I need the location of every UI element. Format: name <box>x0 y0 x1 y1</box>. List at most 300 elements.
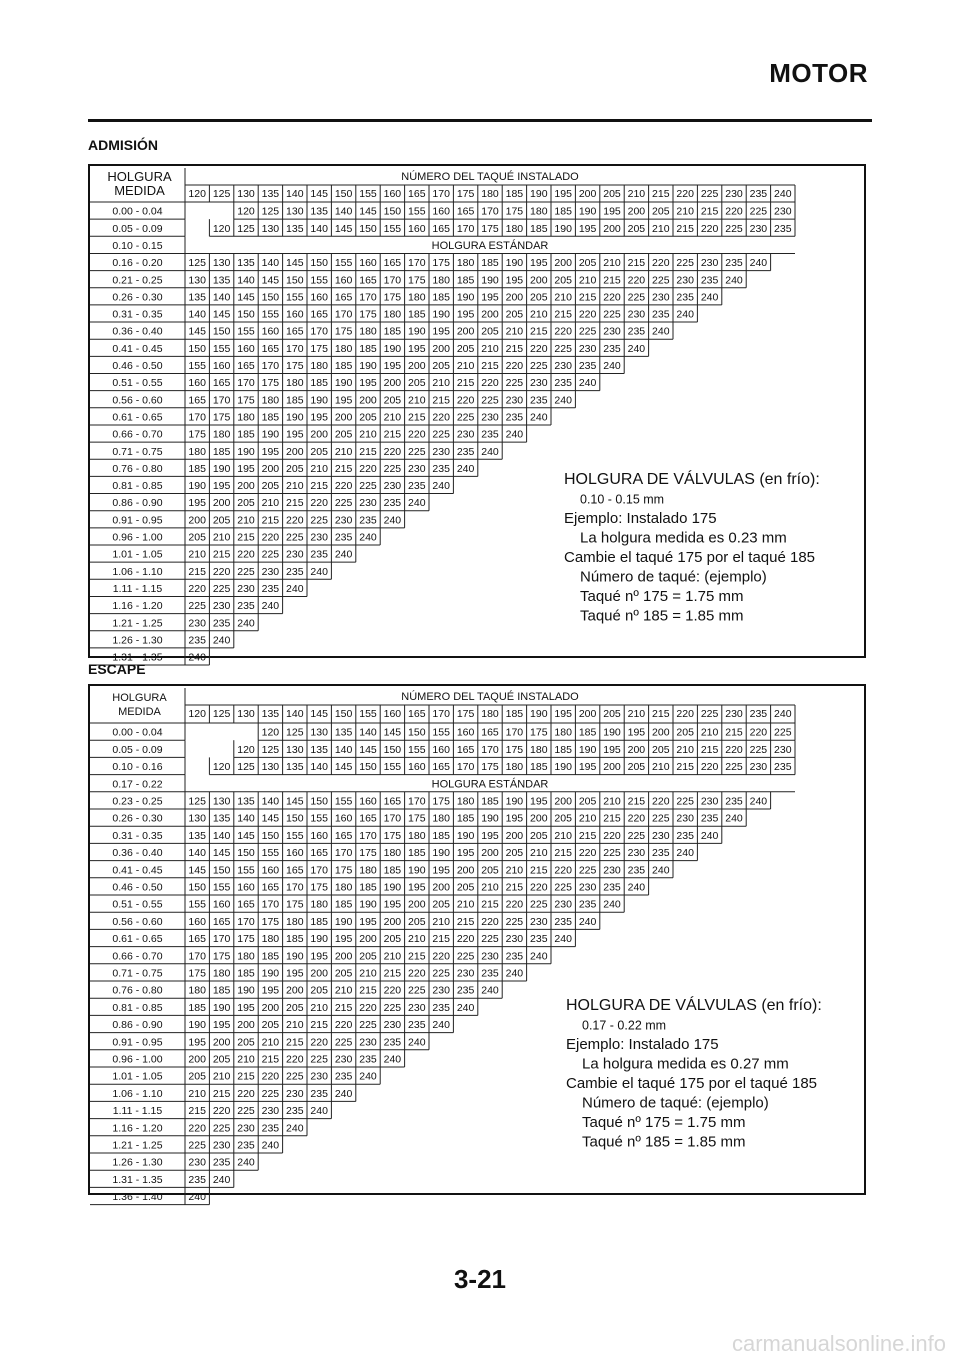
shim-cell: 235 <box>627 864 646 877</box>
shim-cell: 235 <box>554 915 572 928</box>
shim-cell: 195 <box>530 795 548 808</box>
shim-cell: 200 <box>237 1019 255 1032</box>
shim-cell: 225 <box>237 565 255 578</box>
shim-cell: 240 <box>481 984 499 997</box>
shim-cell: 155 <box>334 257 353 270</box>
shim-cell: 240 <box>334 548 353 561</box>
shim-cell: 185 <box>383 864 402 877</box>
shim-cell: 230 <box>408 462 426 475</box>
shim-cell: 180 <box>456 795 475 808</box>
shim-cell: 185 <box>286 394 304 407</box>
shim-cell: 210 <box>212 531 231 544</box>
shim-cell: 180 <box>237 411 255 424</box>
shim-cell: 190 <box>383 342 402 355</box>
shim-cell: 240 <box>530 950 548 963</box>
shim-cell: 165 <box>432 761 450 774</box>
shim-cell: 220 <box>725 743 743 756</box>
shim-cell: 230 <box>408 1001 426 1014</box>
clearance-range: 1.26 - 1.30 <box>112 1156 163 1169</box>
clearance-range: 0.86 - 0.90 <box>112 497 163 510</box>
shim-cell: 220 <box>700 222 719 235</box>
shim-cell: 170 <box>383 812 402 825</box>
note-measured-clearance: La holgura medida es 0.23 mm <box>580 529 787 547</box>
shim-cell: 235 <box>505 950 524 963</box>
shim-cell: 225 <box>310 514 328 527</box>
shim-cell: 200 <box>212 1036 231 1049</box>
shim-cell: 225 <box>676 257 694 270</box>
shim-cell: 125 <box>237 761 255 774</box>
shim-cell: 205 <box>408 915 426 928</box>
shim-cell: 150 <box>359 222 377 235</box>
shim-cell: 160 <box>334 274 353 287</box>
shim-cell: 160 <box>432 205 450 218</box>
shim-cell: 175 <box>359 847 377 860</box>
shim-cell: 215 <box>456 377 475 390</box>
shim-cell: 190 <box>359 360 377 372</box>
shim-cell: 240 <box>603 360 621 372</box>
shim-cell: 155 <box>286 291 304 304</box>
shim-cell: 185 <box>237 428 255 441</box>
shim-cell: 195 <box>212 480 231 493</box>
shim-cell: 195 <box>310 411 328 424</box>
shim-cell: 235 <box>286 1105 304 1118</box>
shim-cell: 205 <box>408 377 426 390</box>
shim-cell: 125 <box>261 743 280 756</box>
note-shim-b: Taqué nº 185 = 1.85 mm <box>582 1133 746 1151</box>
shim-cell: 180 <box>408 829 426 842</box>
shim-cell: 185 <box>530 761 548 774</box>
shim-cell: 125 <box>237 222 255 235</box>
clearance-range: 0.81 - 0.85 <box>112 1001 163 1014</box>
shim-cell: 175 <box>237 933 255 946</box>
shim-cell: 220 <box>652 257 670 270</box>
header-shim-number: 165 <box>408 188 426 200</box>
header-shim-number: 155 <box>359 188 377 200</box>
shim-cell: 195 <box>188 1036 206 1049</box>
shim-cell: 205 <box>530 291 548 304</box>
shim-cell: 165 <box>359 274 377 287</box>
shim-cell: 175 <box>261 377 280 390</box>
shim-cell: 165 <box>188 394 206 407</box>
shim-cell: 190 <box>408 325 426 338</box>
shim-cell: 235 <box>676 291 694 304</box>
shim-cell: 200 <box>212 497 231 510</box>
shim-cell: 240 <box>456 1001 475 1014</box>
shim-cell: 210 <box>505 325 524 338</box>
shim-cell: 215 <box>603 274 621 287</box>
header-shim-number: 225 <box>700 188 719 200</box>
shim-cell: 195 <box>286 967 304 980</box>
shim-cell: 215 <box>554 847 572 860</box>
shim-cell: 185 <box>578 726 597 739</box>
shim-cell: 190 <box>456 291 475 304</box>
shim-cell: 235 <box>578 898 597 911</box>
shim-cell: 160 <box>310 829 328 842</box>
shim-cell: 150 <box>212 864 231 877</box>
shim-cell: 140 <box>310 222 328 235</box>
shim-cell: 205 <box>286 1001 304 1014</box>
shim-cell: 195 <box>603 743 621 756</box>
shim-cell: 200 <box>627 743 646 756</box>
shim-cell: 230 <box>212 600 231 613</box>
shim-cell: 230 <box>432 445 450 458</box>
shim-cell: 200 <box>188 1053 206 1066</box>
shim-cell: 225 <box>603 847 621 860</box>
shim-cell: 200 <box>652 726 670 739</box>
shim-cell: 200 <box>334 411 353 424</box>
shim-cell: 225 <box>627 291 646 304</box>
shim-cell: 205 <box>578 795 597 808</box>
shim-cell: 180 <box>212 428 231 441</box>
header-shim-number: 230 <box>725 708 743 720</box>
shim-cell: 170 <box>310 864 328 877</box>
shim-cell: 235 <box>505 411 524 424</box>
shim-cell: 215 <box>505 881 524 894</box>
shim-cell: 195 <box>359 915 377 928</box>
shim-cell: 200 <box>456 325 475 338</box>
shim-cell: 210 <box>505 864 524 877</box>
shim-cell: 215 <box>505 342 524 355</box>
shim-cell: 200 <box>188 514 206 527</box>
clearance-range: 0.56 - 0.60 <box>112 394 163 407</box>
shim-cell: 215 <box>554 308 572 321</box>
shim-cell: 225 <box>310 1053 328 1066</box>
shim-cell: 185 <box>481 257 499 270</box>
shim-cell: 195 <box>188 497 206 510</box>
shim-cell: 220 <box>286 1053 304 1066</box>
shim-cell: 225 <box>725 222 743 235</box>
shim-cell: 205 <box>188 1070 206 1083</box>
header-shim-number: 140 <box>286 188 304 200</box>
shim-cell: 155 <box>383 761 402 774</box>
shim-cell: 170 <box>359 291 377 304</box>
clearance-range: 1.11 - 1.15 <box>112 582 163 595</box>
shim-cell: 215 <box>725 726 743 739</box>
shim-cell: 170 <box>456 222 475 235</box>
shim-cell: 200 <box>432 881 450 894</box>
site-watermark: carmanualsonline.info <box>731 1331 946 1356</box>
shim-cell: 240 <box>212 634 231 647</box>
shim-cell: 190 <box>334 377 353 390</box>
shim-cell: 225 <box>505 377 524 390</box>
shim-cell: 175 <box>334 325 353 338</box>
shim-cell: 145 <box>188 325 206 338</box>
clearance-range: 0.31 - 0.35 <box>112 829 163 842</box>
shim-cell: 230 <box>603 325 621 338</box>
clearance-range: 1.16 - 1.20 <box>112 600 163 613</box>
shim-cell: 210 <box>188 548 206 561</box>
shim-cell: 200 <box>408 360 426 372</box>
shim-cell: 240 <box>700 291 719 304</box>
header-shim-number: 210 <box>627 708 646 720</box>
shim-cell: 230 <box>261 1105 280 1118</box>
shim-cell: 180 <box>383 847 402 860</box>
shim-cell: 230 <box>456 967 475 980</box>
shim-cell: 175 <box>505 743 524 756</box>
shim-cell: 215 <box>530 325 548 338</box>
shim-cell: 215 <box>286 1036 304 1049</box>
header-shim-number: 175 <box>456 188 475 200</box>
shim-cell: 235 <box>578 360 597 372</box>
shim-cell: 220 <box>432 950 450 963</box>
shim-cell: 235 <box>383 1036 402 1049</box>
note-standard-clearance: 0.10 - 0.15 mm <box>580 492 665 507</box>
shim-cell: 195 <box>505 274 524 287</box>
shim-cell: 200 <box>334 950 353 963</box>
shim-cell: 220 <box>212 1105 231 1118</box>
shim-cell: 200 <box>432 342 450 355</box>
shim-cell: 140 <box>310 761 328 774</box>
shim-cell: 240 <box>652 325 670 338</box>
clearance-range: 0.61 - 0.65 <box>112 411 163 424</box>
shim-cell: 225 <box>188 1139 206 1152</box>
shim-cell: 230 <box>261 565 280 578</box>
shim-cell: 170 <box>310 325 328 338</box>
header-shim-number: 145 <box>310 188 328 200</box>
shim-cell: 160 <box>237 342 255 355</box>
shim-cell: 205 <box>627 222 646 235</box>
shim-cell: 230 <box>627 847 646 860</box>
shim-cell: 200 <box>261 462 280 475</box>
shim-cell: 230 <box>383 480 402 493</box>
shim-cell: 130 <box>261 222 280 235</box>
shim-cell: 210 <box>554 829 572 842</box>
shim-cell: 230 <box>188 1156 206 1169</box>
shim-cell: 230 <box>481 950 499 963</box>
shim-cell: 235 <box>334 1070 353 1083</box>
shim-cell: 215 <box>627 257 646 270</box>
shim-cell: 215 <box>481 360 499 372</box>
shim-cell: 150 <box>237 308 255 321</box>
shim-cell: 200 <box>481 308 499 321</box>
shim-cell: 185 <box>359 342 377 355</box>
shim-cell: 140 <box>359 726 377 739</box>
shim-cell: 145 <box>188 864 206 877</box>
shim-cell: 135 <box>310 743 328 756</box>
shim-cell: 135 <box>237 795 255 808</box>
shim-cell: 230 <box>188 617 206 630</box>
shim-cell: 185 <box>261 950 280 963</box>
header-shim-number: 220 <box>676 708 694 720</box>
header-shim-number: 205 <box>603 708 621 720</box>
shim-cell: 225 <box>749 205 768 218</box>
shim-cell: 220 <box>481 377 499 390</box>
shim-cell: 200 <box>627 205 646 218</box>
shim-cell: 190 <box>261 428 280 441</box>
shim-cell: 215 <box>676 222 694 235</box>
shim-cell: 190 <box>505 795 524 808</box>
shim-cell: 145 <box>261 812 280 825</box>
shim-cell: 195 <box>237 1001 255 1014</box>
shim-cell: 220 <box>554 864 572 877</box>
shim-cell: 125 <box>188 795 206 808</box>
shim-cell: 235 <box>310 548 328 561</box>
shim-cell: 215 <box>334 462 353 475</box>
shim-cell: 220 <box>359 1001 377 1014</box>
shim-cell: 240 <box>530 411 548 424</box>
clearance-range: 0.21 - 0.25 <box>112 274 163 287</box>
shim-cell: 165 <box>212 377 231 390</box>
shim-table-grid <box>90 686 864 1204</box>
header-shim-number: 235 <box>749 708 768 720</box>
shim-cell: 170 <box>481 743 499 756</box>
shim-cell: 185 <box>554 743 572 756</box>
shim-cell: 235 <box>530 394 548 407</box>
shim-cell: 220 <box>505 898 524 911</box>
shim-cell: 160 <box>359 257 377 270</box>
shim-cell: 180 <box>432 274 450 287</box>
shim-cell: 175 <box>432 257 450 270</box>
shim-cell: 220 <box>310 497 328 510</box>
shim-cell: 230 <box>310 1070 328 1083</box>
shim-cell: 205 <box>212 1053 231 1066</box>
shim-cell: 215 <box>676 761 694 774</box>
shim-cell: 235 <box>456 445 475 458</box>
shim-cell: 145 <box>286 257 304 270</box>
shim-cell: 175 <box>530 726 548 739</box>
shim-cell: 135 <box>334 726 353 739</box>
shim-cell: 165 <box>481 726 499 739</box>
shim-cell: 225 <box>774 726 792 739</box>
shim-cell: 210 <box>676 205 694 218</box>
clearance-range: 0.86 - 0.90 <box>112 1019 163 1032</box>
shim-cell: 190 <box>481 274 499 287</box>
note-measured-clearance: La holgura medida es 0.27 mm <box>582 1055 789 1073</box>
note-heading: HOLGURA DE VÁLVULAS (en frío): <box>564 471 820 488</box>
shim-cell: 140 <box>237 274 255 287</box>
shim-cell: 200 <box>554 257 572 270</box>
shim-cell: 160 <box>212 360 231 372</box>
shim-cell: 240 <box>456 462 475 475</box>
shim-cell: 210 <box>408 933 426 946</box>
shim-cell: 165 <box>188 933 206 946</box>
shim-cell: 155 <box>237 325 255 338</box>
shim-cell: 185 <box>310 915 328 928</box>
shim-cell: 235 <box>603 881 621 894</box>
shim-cell: 220 <box>725 205 743 218</box>
shim-cell: 220 <box>530 342 548 355</box>
shim-cell: 180 <box>359 325 377 338</box>
clearance-range: 0.61 - 0.65 <box>112 933 163 946</box>
note-shim-b: Taqué nº 185 = 1.85 mm <box>580 607 744 625</box>
clearance-range: 0.41 - 0.45 <box>112 342 163 355</box>
shim-cell: 225 <box>408 445 426 458</box>
shim-cell: 215 <box>359 984 377 997</box>
shim-cell: 210 <box>383 411 402 424</box>
shim-cell: 215 <box>237 531 255 544</box>
shim-cell: 215 <box>286 497 304 510</box>
shim-cell: 215 <box>700 743 719 756</box>
shim-cell: 180 <box>310 360 328 372</box>
shim-cell: 225 <box>359 1019 377 1032</box>
shim-cell: 205 <box>359 950 377 963</box>
shim-cell: 240 <box>212 1173 231 1186</box>
shim-cell: 205 <box>505 308 524 321</box>
shim-cell: 140 <box>188 308 206 321</box>
shim-cell: 165 <box>432 222 450 235</box>
shim-cell: 200 <box>286 984 304 997</box>
shim-cell: 185 <box>530 222 548 235</box>
shim-cell: 235 <box>481 967 499 980</box>
shim-cell: 190 <box>237 984 255 997</box>
note-replace-shim: Cambie el taqué 175 por el taqué 185 <box>566 1075 818 1092</box>
clearance-range: 0.46 - 0.50 <box>112 360 163 372</box>
shim-cell: 140 <box>334 743 353 756</box>
shim-cell: 155 <box>310 812 328 825</box>
clearance-range: 0.91 - 0.95 <box>112 514 163 527</box>
shim-cell: 140 <box>212 291 231 304</box>
clearance-range: 0.41 - 0.45 <box>112 864 163 877</box>
shim-cell: 150 <box>237 847 255 860</box>
shim-cell: 145 <box>334 761 353 774</box>
shim-cell: 200 <box>383 915 402 928</box>
shim-cell: 190 <box>237 445 255 458</box>
shim-cell: 170 <box>188 950 206 963</box>
shim-cell: 220 <box>359 462 377 475</box>
shim-cell: 160 <box>359 795 377 808</box>
shim-cell: 210 <box>310 1001 328 1014</box>
header-shim-number: 150 <box>334 188 353 200</box>
shim-cell: 135 <box>188 829 206 842</box>
shim-cell: 185 <box>554 205 572 218</box>
shim-cell: 205 <box>286 462 304 475</box>
shim-cell: 180 <box>383 308 402 321</box>
shim-cell: 215 <box>212 548 231 561</box>
shim-cell: 175 <box>481 222 499 235</box>
shim-cell: 240 <box>676 847 694 860</box>
shim-cell: 195 <box>359 377 377 390</box>
shim-cell: 220 <box>432 411 450 424</box>
shim-cell: 235 <box>774 222 792 235</box>
shim-cell: 200 <box>359 933 377 946</box>
shim-cell: 215 <box>188 1105 206 1118</box>
shim-cell: 205 <box>237 1036 255 1049</box>
shim-cell: 210 <box>286 480 304 493</box>
shim-cell: 175 <box>310 342 328 355</box>
shim-cell: 190 <box>432 847 450 860</box>
shim-cell: 235 <box>774 761 792 774</box>
shim-cell: 175 <box>481 761 499 774</box>
shim-cell: 185 <box>383 325 402 338</box>
shim-cell: 195 <box>237 462 255 475</box>
shim-cell: 235 <box>188 1173 206 1186</box>
header-shim-number: 155 <box>359 708 377 720</box>
shim-cell: 230 <box>627 308 646 321</box>
shim-cell: 165 <box>286 325 304 338</box>
shim-cell: 120 <box>237 205 255 218</box>
shim-cell: 210 <box>700 726 719 739</box>
shim-cell: 175 <box>334 864 353 877</box>
header-shim-number: 135 <box>261 188 280 200</box>
shim-cell: 180 <box>530 743 548 756</box>
shim-cell: 185 <box>334 898 353 911</box>
shim-cell: 230 <box>652 291 670 304</box>
shim-cell: 235 <box>700 812 719 825</box>
shim-cell: 180 <box>432 812 450 825</box>
shim-cell: 170 <box>334 308 353 321</box>
shim-cell: 145 <box>286 795 304 808</box>
shim-cell: 180 <box>261 394 280 407</box>
shim-cell: 195 <box>334 933 353 946</box>
header-shim-number: 200 <box>578 188 597 200</box>
clearance-range: 0.76 - 0.80 <box>112 984 163 997</box>
header-installed-shim-label: NÚMERO DEL TAQUÉ INSTALADO <box>401 691 579 703</box>
shim-cell: 180 <box>188 984 206 997</box>
shim-cell: 185 <box>408 308 426 321</box>
shim-cell: 235 <box>334 531 353 544</box>
shim-cell: 175 <box>237 394 255 407</box>
shim-cell: 190 <box>261 967 280 980</box>
